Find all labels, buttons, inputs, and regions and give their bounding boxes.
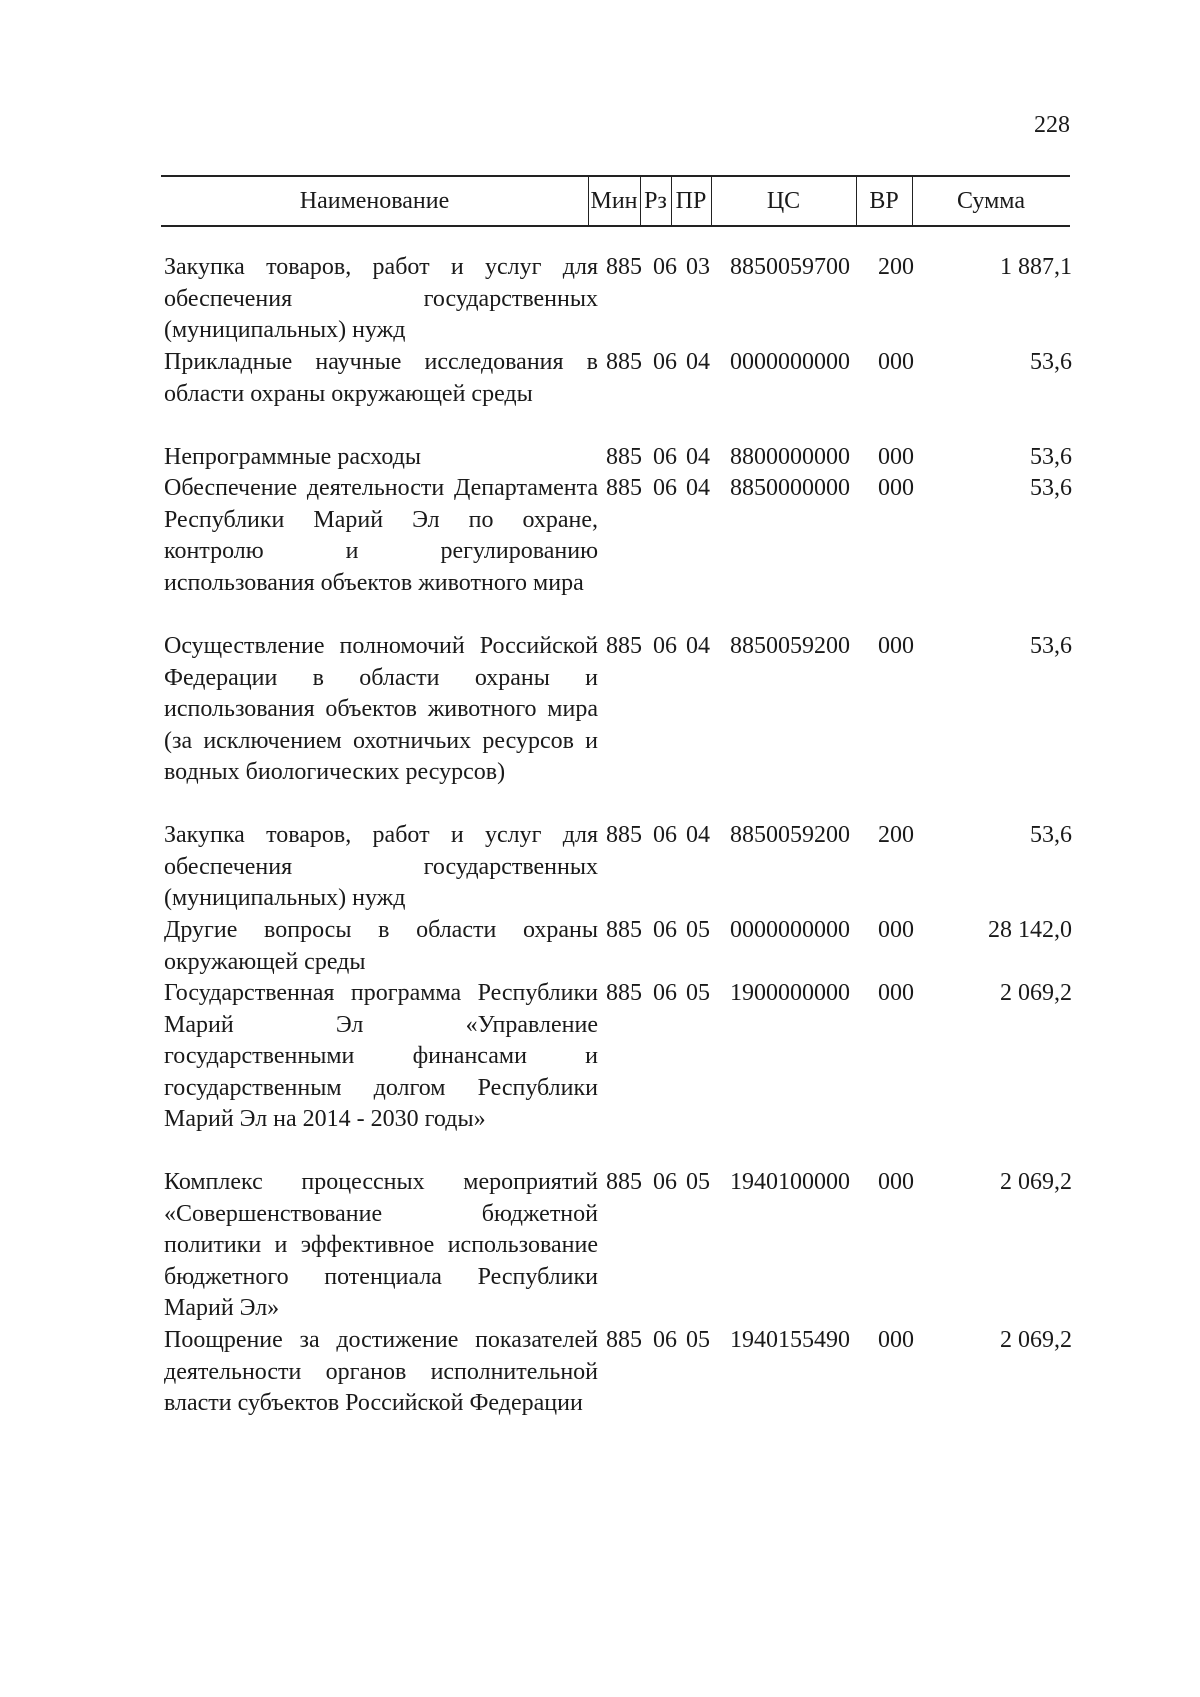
table-body <box>0 252 1200 1455</box>
row-rz: 06 <box>653 1169 677 1195</box>
row-cs: 8850059200 <box>730 633 850 659</box>
row-sum: 28 142,0 <box>988 917 1072 943</box>
row-vr: 200 <box>878 822 914 848</box>
table-row <box>0 252 1200 347</box>
row-pr: 04 <box>686 444 710 470</box>
header-sum: Сумма <box>957 188 1025 214</box>
row-name: Закупка товаров, работ и услуг для обеспечения государственных (муниципальных) нужд <box>164 822 598 911</box>
row-sum: 2 069,2 <box>1000 980 1072 1006</box>
row-sum: 53,6 <box>1030 349 1072 375</box>
row-rz: 06 <box>653 633 677 659</box>
table-row <box>0 473 1200 631</box>
row-min: 885 <box>606 1327 642 1353</box>
row-pr: 04 <box>686 475 710 501</box>
row-pr: 04 <box>686 633 710 659</box>
row-rz: 06 <box>653 349 677 375</box>
page-number: 228 <box>1034 112 1070 138</box>
row-sum: 53,6 <box>1030 475 1072 501</box>
row-name: Комплекс процессных мероприятий «Совершенствование бюджетной политики и эффективное использование бюджетного потенциала Республики Марий Эл» <box>164 1169 598 1321</box>
row-vr: 000 <box>878 1169 914 1195</box>
row-name: Государственная программа Республики Марий Эл «Управление государственными финансами и государственным долгом Республики Марий Эл на 2014 - 2030 годы» <box>164 980 598 1132</box>
table-row <box>0 631 1200 820</box>
table-row <box>0 978 1200 1167</box>
row-sum: 53,6 <box>1030 633 1072 659</box>
header-rz: Рз <box>644 188 667 214</box>
row-pr: 05 <box>686 980 710 1006</box>
table-row <box>0 442 1200 473</box>
row-pr: 05 <box>686 1169 710 1195</box>
row-min: 885 <box>606 1169 642 1195</box>
row-min: 885 <box>606 475 642 501</box>
row-min: 885 <box>606 349 642 375</box>
row-min: 885 <box>606 254 642 280</box>
row-vr: 000 <box>878 917 914 943</box>
row-cs: 1940155490 <box>730 1327 850 1353</box>
row-vr: 000 <box>878 633 914 659</box>
row-name: Обеспечение деятельности Департамента Республики Марий Эл по охране, контролю и регулированию использования объектов животного мира <box>164 475 598 596</box>
row-rz: 06 <box>653 475 677 501</box>
row-min: 885 <box>606 917 642 943</box>
row-name: Непрограммные расходы <box>164 444 422 470</box>
row-pr: 04 <box>686 349 710 375</box>
row-pr: 04 <box>686 822 710 848</box>
row-cs: 0000000000 <box>730 349 850 375</box>
row-vr: 000 <box>878 444 914 470</box>
header-name: Наименование <box>299 188 450 214</box>
row-sum: 2 069,2 <box>1000 1327 1072 1353</box>
row-sum: 53,6 <box>1030 822 1072 848</box>
row-rz: 06 <box>653 254 677 280</box>
row-cs: 8850000000 <box>730 475 850 501</box>
table-row <box>0 820 1200 915</box>
row-cs: 8800000000 <box>730 444 850 470</box>
header-pr: ПР <box>675 188 707 214</box>
row-vr: 000 <box>878 1327 914 1353</box>
row-pr: 05 <box>686 917 710 943</box>
row-min: 885 <box>606 980 642 1006</box>
row-vr: 200 <box>878 254 914 280</box>
row-cs: 1900000000 <box>730 980 850 1006</box>
header-vr: ВР <box>869 188 899 214</box>
row-min: 885 <box>606 822 642 848</box>
table-row <box>0 347 1200 442</box>
row-name: Закупка товаров, работ и услуг для обеспечения государственных (муниципальных) нужд <box>164 254 598 343</box>
table-row <box>0 915 1200 978</box>
row-vr: 000 <box>878 475 914 501</box>
row-cs: 8850059200 <box>730 822 850 848</box>
row-name: Другие вопросы в области охраны окружающей среды <box>164 917 598 975</box>
row-vr: 000 <box>878 980 914 1006</box>
row-pr: 05 <box>686 1327 710 1353</box>
row-sum: 2 069,2 <box>1000 1169 1072 1195</box>
table-header <box>161 175 1070 227</box>
row-rz: 06 <box>653 917 677 943</box>
row-cs: 8850059700 <box>730 254 850 280</box>
header-cs: ЦС <box>766 188 801 214</box>
row-rz: 06 <box>653 980 677 1006</box>
row-rz: 06 <box>653 822 677 848</box>
row-rz: 06 <box>653 444 677 470</box>
row-name: Прикладные научные исследования в области охраны окружающей среды <box>164 349 598 407</box>
row-name: Поощрение за достижение показателей деятельности органов исполнительной власти субъектов Российской Федерации <box>164 1327 598 1416</box>
row-sum: 1 887,1 <box>1000 254 1072 280</box>
row-name: Осуществление полномочий Российской Федерации в области охраны и использования объектов животного мира (за исключением охотничьих ресурсов и водных биологических ресурсов) <box>164 633 598 785</box>
table-row <box>0 1325 1200 1455</box>
row-sum: 53,6 <box>1030 444 1072 470</box>
row-min: 885 <box>606 633 642 659</box>
row-rz: 06 <box>653 1327 677 1353</box>
row-pr: 03 <box>686 254 710 280</box>
header-min: Мин <box>590 188 638 214</box>
row-min: 885 <box>606 444 642 470</box>
row-vr: 000 <box>878 349 914 375</box>
table-row <box>0 1167 1200 1325</box>
row-cs: 1940100000 <box>730 1169 850 1195</box>
row-cs: 0000000000 <box>730 917 850 943</box>
